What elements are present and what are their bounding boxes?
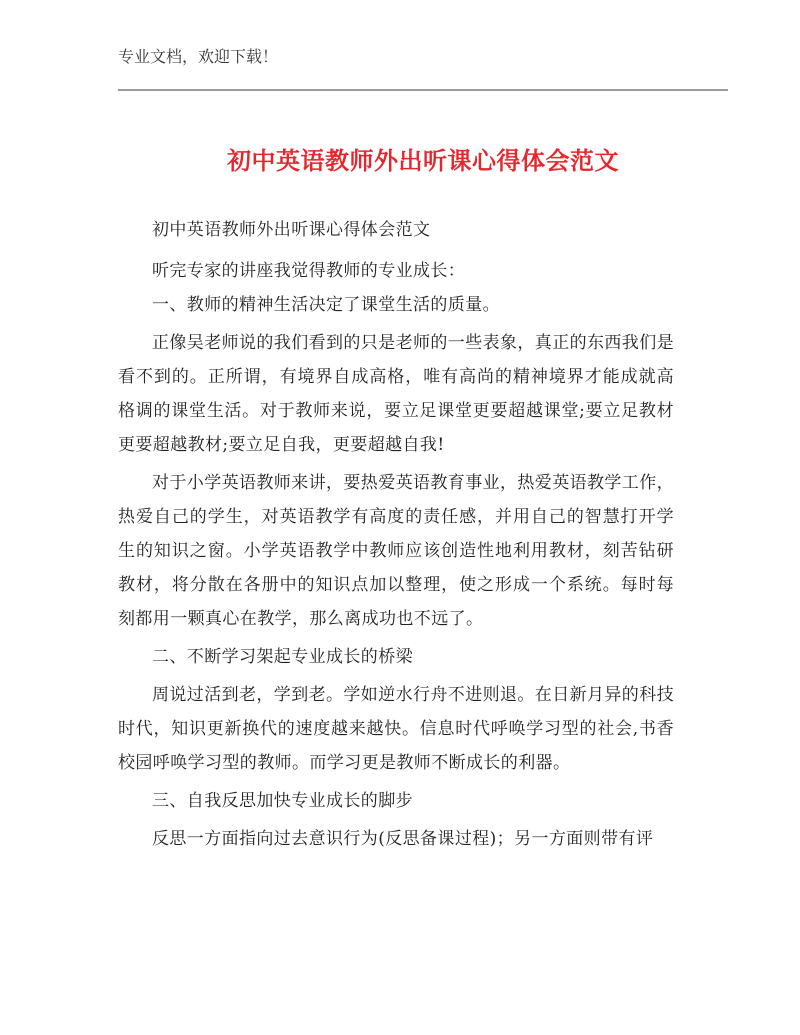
document-body: [118, 220, 674, 856]
paragraph-2: 对于小学英语教师来讲，要热爱英语教育事业，热爱英语教学工作，热爱自己的学生，对英语教学有高度的责任感，并用自己的智慧打开学生的知识之窗。小学英语教学中教师应该创造性地利用教材，刻苦钻研教材，将分散在各册中的知识点加以整理，使之形成一个系统。每时每刻都用一颗真心在教学，那么离成功也不远了。: [118, 473, 674, 629]
paragraph-4: 反思一方面指向过去意识行为(反思备课过程)；另一方面则带有评: [152, 829, 654, 849]
header-divider: [118, 89, 728, 91]
paragraph-intro: 听完专家的讲座我觉得教师的专业成长：: [152, 261, 466, 281]
document-subtitle: 初中英语教师外出听课心得体会范文: [152, 220, 431, 240]
section-heading-3: 三、自我反思加快专业成长的脚步: [152, 791, 413, 811]
document-title: 初中英语教师外出听课心得体会范文: [227, 147, 619, 175]
paragraph-3: 周说过活到老，学到老。学如逆水行舟不进则退。在日新月异的科技时代，知识更新换代的速度越来越快。信息时代呼唤学习型的社会,书香校园呼唤学习型的教师。而学习更是教师不断成长的利器。: [118, 685, 674, 773]
section-heading-2: 二、不断学习架起专业成长的桥梁: [152, 647, 413, 667]
paragraph-1: 正像吴老师说的我们看到的只是老师的一些表象，真正的东西我们是看不到的。正所谓，有境界自成高格，唯有高尚的精神境界才能成就高格调的课堂生活。对于教师来说，要立足课堂更要超越课堂;要立足教材更要超越教材;要立足自我，更要超越自我!: [118, 333, 674, 455]
header-note: 专业文档，欢迎下载！: [118, 47, 279, 66]
section-heading-1: 一、教师的精神生活决定了课堂生活的质量。: [152, 295, 500, 315]
